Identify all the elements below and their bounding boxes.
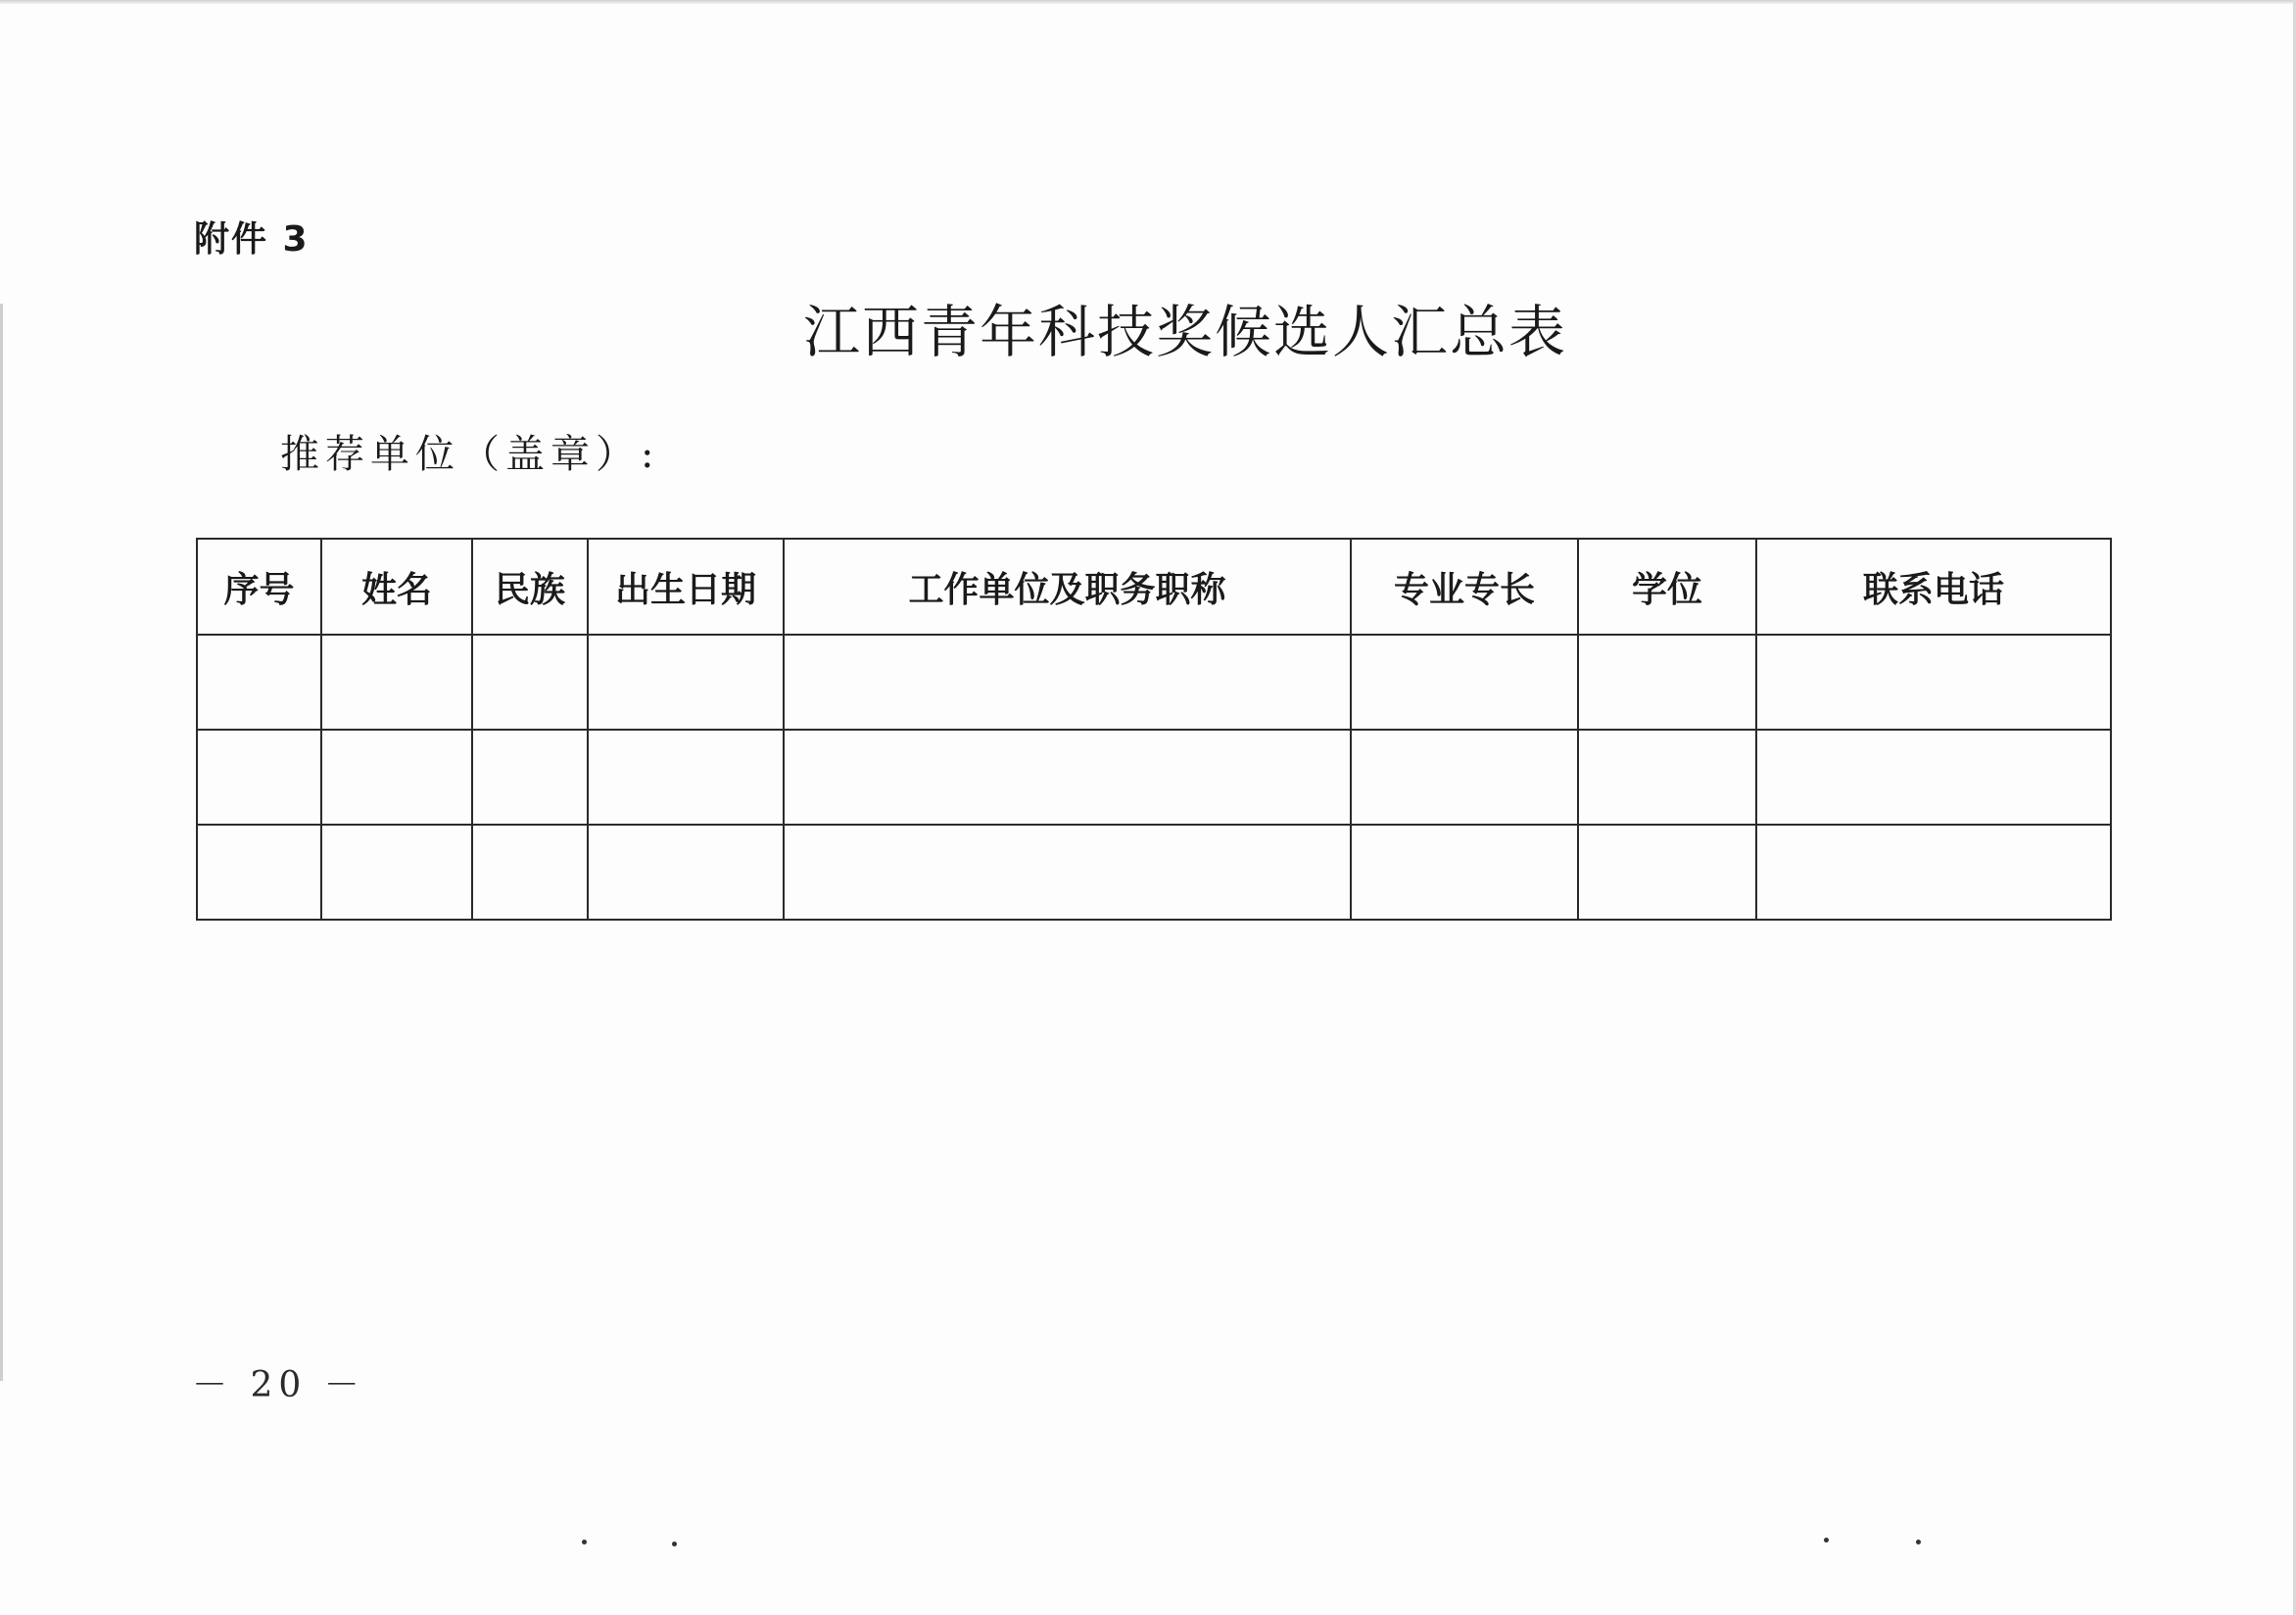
candidate-summary-table [196,538,2112,921]
table-cell [1756,635,2111,730]
table-cell [784,635,1351,730]
table-cell [321,635,472,730]
table-cell [1578,635,1756,730]
document-title: 江西青年科技奖候选人汇总表 [803,299,1568,365]
table-cell [784,825,1351,920]
header-employer-position: 工作单位及职务职称 [784,539,1351,635]
table-cell [1756,730,2111,825]
table-cell [1578,730,1756,825]
recommender-unit-label: 推荐单位（盖章）: [280,432,660,477]
table-row [197,635,2111,730]
table-cell [588,730,784,825]
table-cell [1756,825,2111,920]
header-birth-date: 出生日期 [588,539,784,635]
table-cell [472,825,588,920]
table-cell [1351,730,1578,825]
scan-edge-top [0,0,2296,4]
table-row [197,825,2111,920]
table-cell [588,635,784,730]
table-cell [588,825,784,920]
table-cell [1351,635,1578,730]
table-cell [784,730,1351,825]
header-specialty: 专业专长 [1351,539,1578,635]
table-cell [472,635,588,730]
header-ethnicity: 民族 [472,539,588,635]
attachment-label: 附件 3 [194,219,310,260]
table-cell [321,730,472,825]
page-number: － 20 － [192,1365,365,1405]
header-name: 姓名 [321,539,472,635]
scan-speck [1824,1538,1829,1543]
table-cell [472,730,588,825]
table-cell [197,825,321,920]
table-cell [1351,825,1578,920]
header-index: 序号 [197,539,321,635]
scan-speck [672,1542,677,1546]
table-cell [321,825,472,920]
table-cell [197,730,321,825]
table-row [197,730,2111,825]
table-cell [197,635,321,730]
table-cell [1578,825,1756,920]
header-phone: 联系电话 [1756,539,2111,635]
table-header-row [197,539,2111,635]
scan-speck [1916,1540,1921,1544]
header-degree: 学位 [1578,539,1756,635]
scan-edge-left [0,304,3,1381]
scan-speck [582,1540,587,1544]
